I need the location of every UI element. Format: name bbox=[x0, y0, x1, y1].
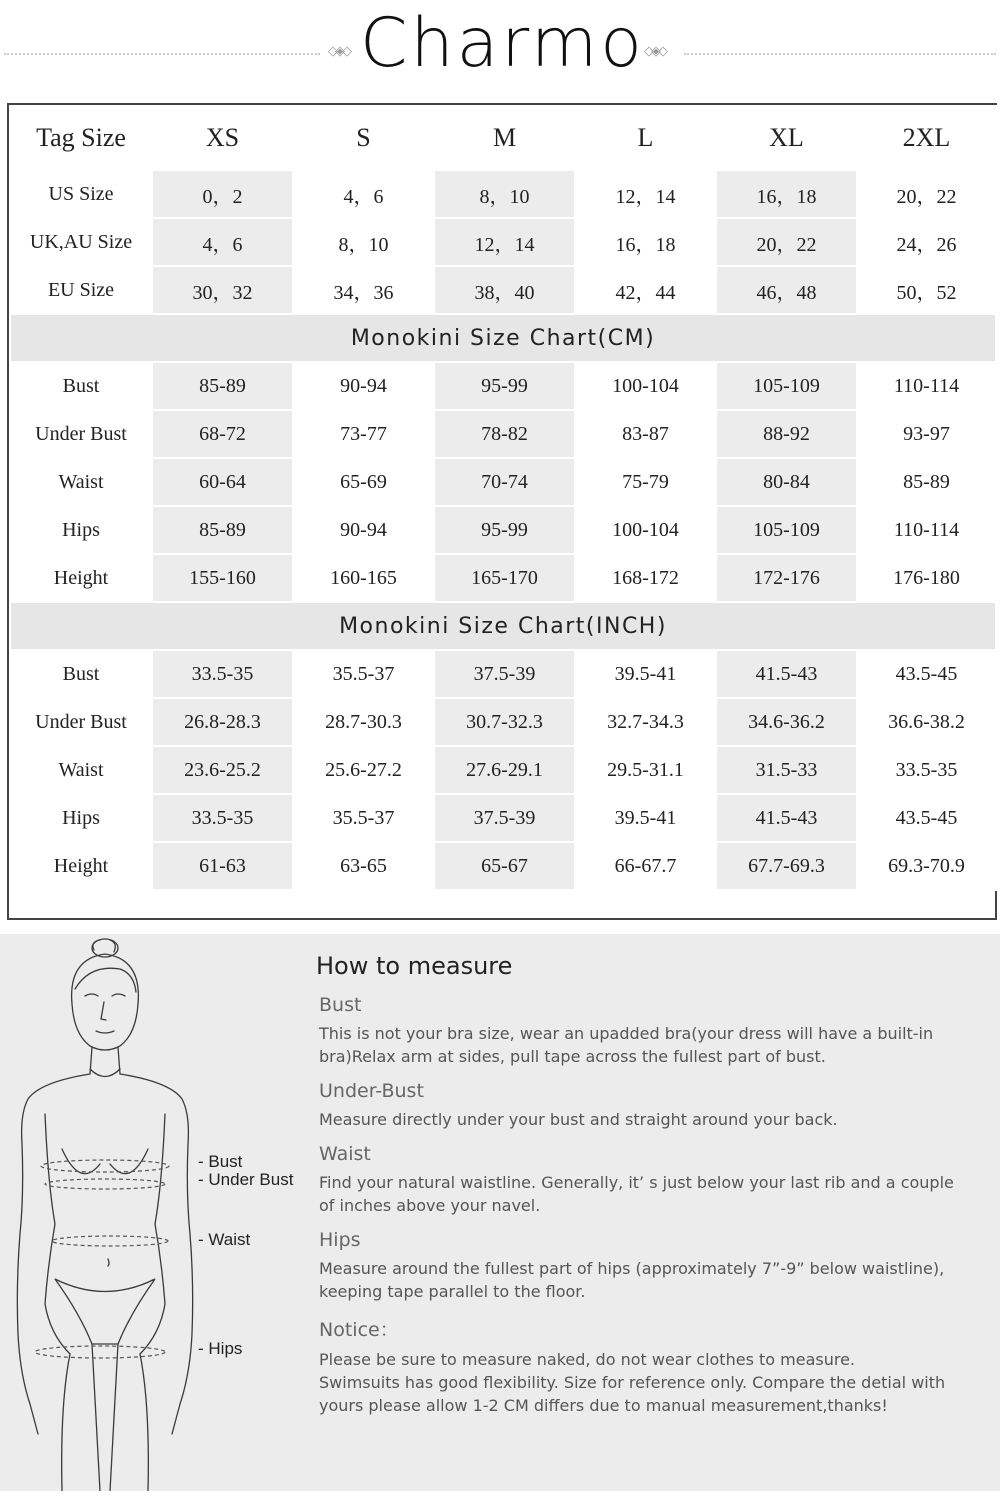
diamond-ornament-icon: ◇◈◇ bbox=[644, 44, 665, 59]
table-cell: 69.3-70.9 bbox=[857, 842, 996, 890]
inch-measurement-row bbox=[10, 650, 996, 698]
row-label: Under Bust bbox=[10, 698, 152, 746]
measure-item bbox=[319, 1229, 996, 1303]
table-cell: 60-64 bbox=[152, 458, 293, 506]
row-label: Height bbox=[10, 842, 152, 890]
table-cell: 27.6-29.1 bbox=[434, 746, 575, 794]
brand-logo: Charmo bbox=[360, 4, 645, 83]
table-cell: 50，52 bbox=[857, 266, 996, 314]
table-cell: 63-65 bbox=[293, 842, 434, 890]
measure-item-title: Bust bbox=[319, 994, 362, 1016]
table-cell: 34.6-36.2 bbox=[716, 698, 857, 746]
table-cell: 20，22 bbox=[716, 218, 857, 266]
table-cell: 35.5-37 bbox=[293, 794, 434, 842]
table-cell: 33.5-35 bbox=[857, 746, 996, 794]
table-cell: 20，22 bbox=[857, 170, 996, 218]
how-to-measure-panel bbox=[0, 934, 1000, 1491]
table-cell: 68-72 bbox=[152, 410, 293, 458]
table-cell: 172-176 bbox=[716, 554, 857, 602]
cm-measurement-row bbox=[10, 554, 996, 602]
table-cell: 168-172 bbox=[575, 554, 716, 602]
table-cell: 100-104 bbox=[575, 506, 716, 554]
row-label: Bust bbox=[10, 362, 152, 410]
table-cell: 160-165 bbox=[293, 554, 434, 602]
measure-item bbox=[319, 1080, 996, 1131]
size-conversion-row bbox=[10, 266, 996, 314]
table-cell: 39.5-41 bbox=[575, 794, 716, 842]
cm-measurement-row bbox=[10, 362, 996, 410]
size-conversion-row bbox=[10, 170, 996, 218]
table-cell: 95-99 bbox=[434, 506, 575, 554]
size-header-cell: L bbox=[575, 106, 716, 170]
table-cell: 85-89 bbox=[152, 506, 293, 554]
header-dotted-rule-right bbox=[684, 53, 996, 55]
table-cell: 41.5-43 bbox=[716, 794, 857, 842]
measure-item-title: Waist bbox=[319, 1143, 371, 1165]
table-cell: 0，2 bbox=[152, 170, 293, 218]
table-cell: 36.6-38.2 bbox=[857, 698, 996, 746]
tag-size-label: Tag Size bbox=[10, 106, 152, 170]
row-label: Waist bbox=[10, 746, 152, 794]
table-cell: 28.7-30.3 bbox=[293, 698, 434, 746]
size-chart-table bbox=[7, 103, 997, 920]
size-header-cell: M bbox=[434, 106, 575, 170]
measure-item-text: Please be sure to measure naked, do not wear clothes to measure. Swimsuits has good flexibility. Size for reference only. Compare the detial with yours please allow 1-2 CM differs due to manual measurement,thanks! bbox=[319, 1350, 946, 1415]
table-cell: 25.6-27.2 bbox=[293, 746, 434, 794]
table-cell: 12，14 bbox=[575, 170, 716, 218]
table-cell: 155-160 bbox=[152, 554, 293, 602]
table-cell: 105-109 bbox=[716, 506, 857, 554]
measure-item bbox=[319, 994, 996, 1068]
table-cell: 165-170 bbox=[434, 554, 575, 602]
measure-item-text: This is not your bra size, wear an upadded bra(your dress will have a built-in bra)Relax arm at sides, pull tape across the fullest part of bust. bbox=[319, 1024, 934, 1066]
table-cell: 90-94 bbox=[293, 506, 434, 554]
table-cell: 83-87 bbox=[575, 410, 716, 458]
size-header-cell: XL bbox=[716, 106, 857, 170]
table-cell: 78-82 bbox=[434, 410, 575, 458]
table-cell: 30.7-32.3 bbox=[434, 698, 575, 746]
inch-measurement-row bbox=[10, 698, 996, 746]
inch-measurement-row bbox=[10, 794, 996, 842]
table-cell: 23.6-25.2 bbox=[152, 746, 293, 794]
size-conversion-row bbox=[10, 218, 996, 266]
figure-label-under-bust: - Under Bust bbox=[198, 1170, 294, 1189]
table-cell: 110-114 bbox=[857, 362, 996, 410]
table-cell: 33.5-35 bbox=[152, 794, 293, 842]
row-label: Under Bust bbox=[10, 410, 152, 458]
table-cell: 66-67.7 bbox=[575, 842, 716, 890]
table-cell: 12，14 bbox=[434, 218, 575, 266]
table-cell: 70-74 bbox=[434, 458, 575, 506]
table-cell: 61-63 bbox=[152, 842, 293, 890]
table-cell: 46，48 bbox=[716, 266, 857, 314]
table-cell: 35.5-37 bbox=[293, 650, 434, 698]
table-cell: 73-77 bbox=[293, 410, 434, 458]
table-cell: 93-97 bbox=[857, 410, 996, 458]
table-cell: 37.5-39 bbox=[434, 794, 575, 842]
measure-item bbox=[319, 1143, 996, 1217]
table-cell: 29.5-31.1 bbox=[575, 746, 716, 794]
header-dotted-rule-left bbox=[4, 53, 320, 55]
table-cell: 105-109 bbox=[716, 362, 857, 410]
table-cell: 31.5-33 bbox=[716, 746, 857, 794]
table-cell: 16，18 bbox=[716, 170, 857, 218]
how-to-measure-items bbox=[316, 994, 996, 1417]
how-to-measure-title: How to measure bbox=[316, 952, 513, 980]
tag-size-header-row bbox=[10, 106, 996, 170]
row-label: Height bbox=[10, 554, 152, 602]
table-cell: 176-180 bbox=[857, 554, 996, 602]
table-cell: 110-114 bbox=[857, 506, 996, 554]
table-cell: 16，18 bbox=[575, 218, 716, 266]
table-cell: 26.8-28.3 bbox=[152, 698, 293, 746]
table-cell: 4，6 bbox=[293, 170, 434, 218]
table-cell: 4，6 bbox=[152, 218, 293, 266]
row-label: US Size bbox=[10, 170, 152, 218]
cm-measurement-row bbox=[10, 458, 996, 506]
table-cell: 41.5-43 bbox=[716, 650, 857, 698]
table-cell: 65-69 bbox=[293, 458, 434, 506]
inch-section bbox=[10, 602, 996, 650]
row-label: Waist bbox=[10, 458, 152, 506]
cm-measurement-row bbox=[10, 410, 996, 458]
how-to-measure-text bbox=[316, 952, 996, 1429]
inch-section-title: Monokini Size Chart(INCH) bbox=[10, 602, 996, 650]
inch-measurement-row bbox=[10, 842, 996, 890]
row-label: Hips bbox=[10, 794, 152, 842]
figure-label-hips: - Hips bbox=[198, 1339, 243, 1358]
cm-measurement-row bbox=[10, 506, 996, 554]
table-cell: 39.5-41 bbox=[575, 650, 716, 698]
measure-item-title: Hips bbox=[319, 1229, 361, 1251]
row-label: EU Size bbox=[10, 266, 152, 314]
table-cell: 8，10 bbox=[293, 218, 434, 266]
size-header-cell: XS bbox=[152, 106, 293, 170]
table-cell: 65-67 bbox=[434, 842, 575, 890]
table-cell: 32.7-34.3 bbox=[575, 698, 716, 746]
table-cell: 85-89 bbox=[152, 362, 293, 410]
size-header-cell: S bbox=[293, 106, 434, 170]
table-cell: 34，36 bbox=[293, 266, 434, 314]
table-cell: 80-84 bbox=[716, 458, 857, 506]
measure-item-title: Under-Bust bbox=[319, 1080, 424, 1102]
measure-item-text: Find your natural waistline. Generally, it’ s just below your last rib and a couple of inches above your navel. bbox=[319, 1173, 954, 1215]
table-cell: 42，44 bbox=[575, 266, 716, 314]
figure-label-bust: - Bust bbox=[198, 1152, 243, 1171]
measure-item-title: Notice： bbox=[319, 1319, 399, 1341]
table-cell: 67.7-69.3 bbox=[716, 842, 857, 890]
row-label: Hips bbox=[10, 506, 152, 554]
table-cell: 8，10 bbox=[434, 170, 575, 218]
row-label: Bust bbox=[10, 650, 152, 698]
measure-item-text: Measure directly under your bust and straight around your back. bbox=[319, 1110, 838, 1129]
table-cell: 37.5-39 bbox=[434, 650, 575, 698]
table-cell: 90-94 bbox=[293, 362, 434, 410]
figure-label-waist: - Waist bbox=[198, 1230, 251, 1249]
table-cell: 38，40 bbox=[434, 266, 575, 314]
table-cell: 30，32 bbox=[152, 266, 293, 314]
inch-measurement-row bbox=[10, 746, 996, 794]
row-label: UK,AU Size bbox=[10, 218, 152, 266]
table-cell: 24，26 bbox=[857, 218, 996, 266]
table-cell: 85-89 bbox=[857, 458, 996, 506]
measure-item-text: Measure around the fullest part of hips (approximately 7”-9” below waistline), keeping tape parallel to the floor. bbox=[319, 1259, 945, 1301]
table-cell: 95-99 bbox=[434, 362, 575, 410]
diamond-ornament-icon: ◇◈◇ bbox=[328, 44, 349, 59]
size-table-body bbox=[10, 106, 996, 890]
table-cell: 75-79 bbox=[575, 458, 716, 506]
size-header-cell: 2XL bbox=[857, 106, 996, 170]
table-cell: 100-104 bbox=[575, 362, 716, 410]
cm-section-title: Monokini Size Chart(CM) bbox=[10, 314, 996, 362]
woman-figure-illustration bbox=[0, 934, 310, 1491]
table-cell: 43.5-45 bbox=[857, 650, 996, 698]
page-header bbox=[0, 0, 1000, 100]
cm-section bbox=[10, 314, 996, 362]
table-cell: 33.5-35 bbox=[152, 650, 293, 698]
table-cell: 43.5-45 bbox=[857, 794, 996, 842]
table-cell: 88-92 bbox=[716, 410, 857, 458]
measure-item bbox=[319, 1315, 996, 1417]
